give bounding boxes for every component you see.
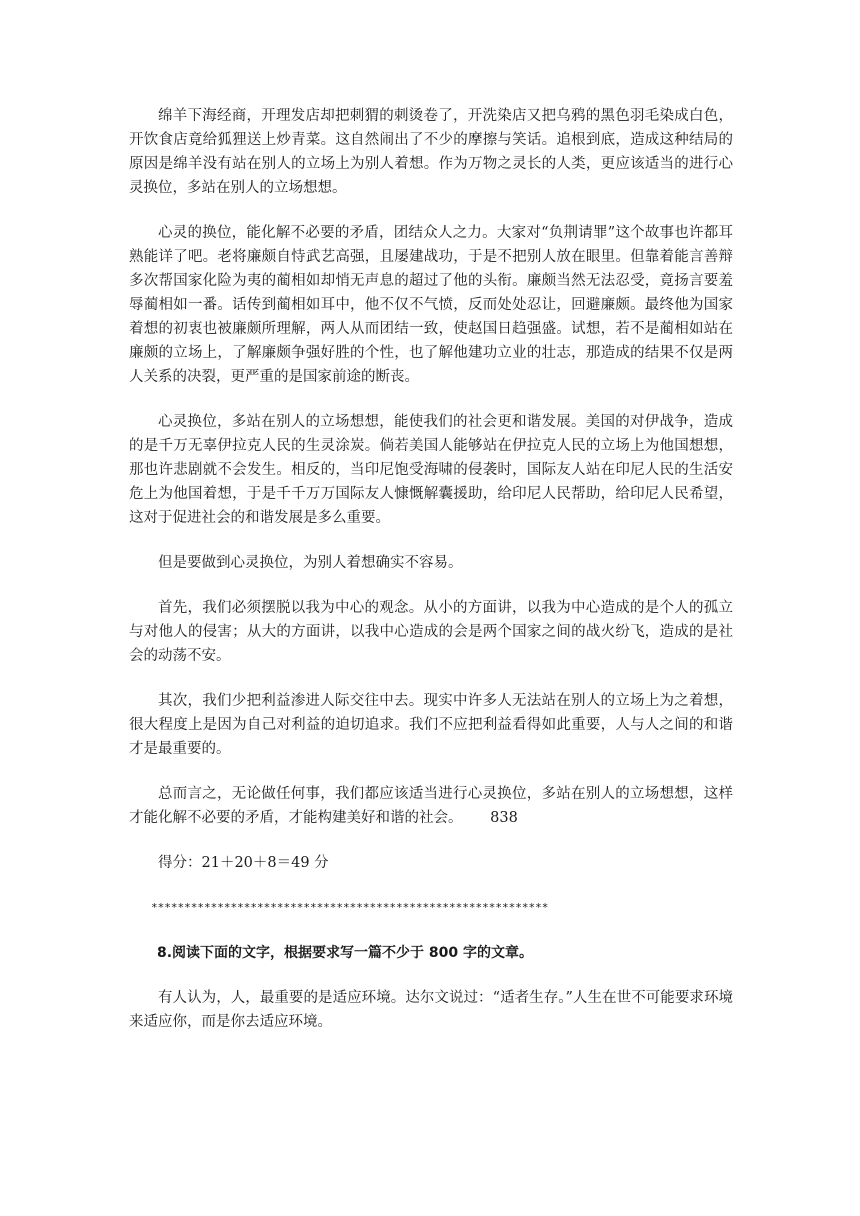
- essay-paragraph-1: 绵羊下海经商，开理发店却把刺猬的刺烫卷了，开洗染店又把乌鸦的黑色羽毛染成白色，开饮食店竟给狐狸送上炒青菜。这自然闹出了不少的摩擦与笑话。追根到底，造成这种结局的原因是绵羊没有站在别人的立场上为别人着想。作为万物之灵长的人类，更应该适当的进行心灵换位，多站在别人的立场想想。: [129, 108, 733, 196]
- question-prompt: 有人认为，人，最重要的是适应环境。达尔文说过：“适者生存。”人生在世不可能要求环境来适应你，而是你去适应环境。: [129, 990, 733, 1030]
- score-line: 得分：21＋20＋8＝49 分: [158, 855, 329, 871]
- essay-paragraph-2: 心灵的换位，能化解不必要的矛盾，团结众人之力。大家对“负荆请罪”这个故事也许都耳熟能详了吧。老将廉颇自恃武艺高强，且屡建战功，于是不把别人放在眼里。但靠着能言善辩多次帮国家化险为夷的蔺相如却悄无声息的超过了他的头衔。廉颇当然无法忍受，竟扬言要羞辱蔺相如一番。话传到蔺相如耳中，他不仅不气愤，反而处处忍让，回避廉颇。最终他为国家着想的初衷也被廉颇所理解，两人从而团结一致，使赵国日趋强盛。试想，若不是蔺相如站在廉颇的立场上，了解廉颇争强好胜的个性，也了解他建功立业的壮志，那造成的结果不仅是两人关系的决裂，更严重的是国家前途的断丧。: [129, 225, 733, 385]
- question-heading: 8.阅读下面的文字，根据要求写一篇不少于 800 字的文章。: [157, 945, 534, 961]
- document-body: [129, 104, 733, 1055]
- essay-paragraph-6: 其次，我们少把利益渗进人际交往中去。现实中许多人无法站在别人的立场上为之着想，很大程度上是因为自己对利益的迫切追求。我们不应把利益看得如此重要，人与人之间的和谐才是最重要的。: [129, 693, 733, 757]
- essay-paragraph-3: 心灵换位，多站在别人的立场想想，能使我们的社会更和谐发展。美国的对伊战争，造成的是千万无辜伊拉克人民的生灵涂炭。倘若美国人能够站在伊拉克人民的立场上为他国想想，那也许悲剧就不会发生。相反的，当印尼饱受海啸的侵袭时，国际友人站在印尼人民的生活安危上为他国着想，于是千千万万国际友人慷慨解囊援助，给印尼人民帮助，给印尼人民希望，这对于促进社会的和谐发展是多么重要。: [129, 414, 733, 526]
- essay-paragraph-7: 总而言之，无论做任何事，我们都应该适当进行心灵换位，多站在别人的立场想想，这样才能化解不必要的矛盾，才能构建美好和谐的社会。 838: [129, 786, 733, 826]
- essay-paragraph-4: 但是要做到心灵换位，为别人着想确实不容易。: [158, 555, 463, 571]
- asterisk-divider: ************************************************************: [151, 901, 549, 914]
- essay-paragraph-5: 首先，我们必须摆脱以我为中心的观念。从小的方面讲，以我为中心造成的是个人的孤立与对他人的侵害；从大的方面讲，以我中心造成的会是两个国家之间的战火纷飞，造成的是社会的动荡不安。: [129, 600, 733, 664]
